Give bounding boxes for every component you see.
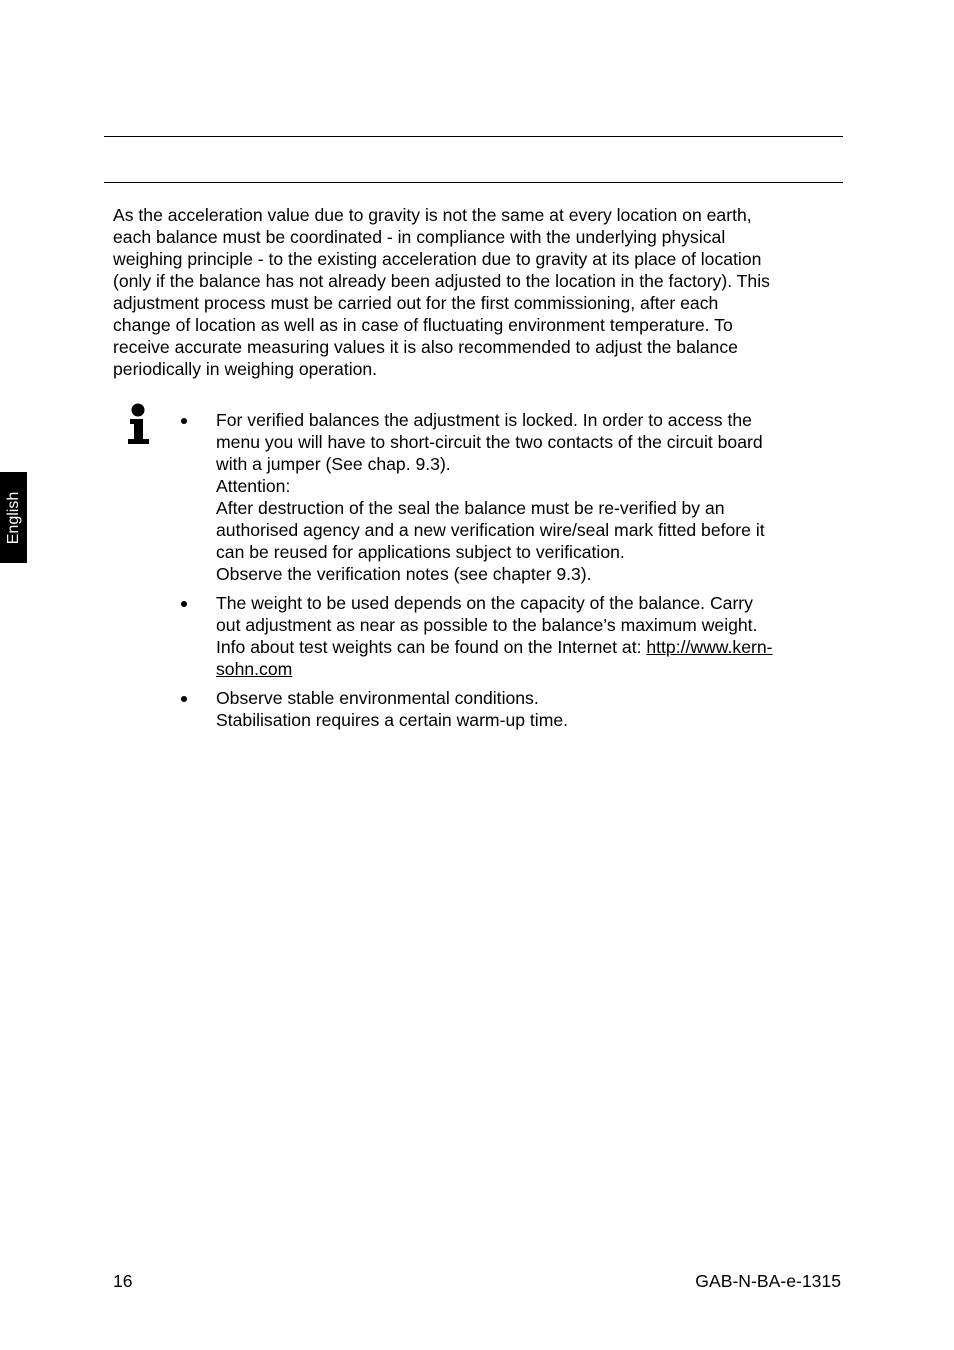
note-line: Attention: [216, 476, 291, 496]
note-line: menu you will have to short-circuit the two contacts of the circuit board [216, 432, 763, 452]
document-code: GAB-N-BA-e-1315 [695, 1271, 841, 1291]
note-text: Info about test weights can be found on the Internet at: [216, 637, 647, 657]
note-line: with a jumper (See chap. 9.3). [216, 454, 451, 474]
note-line: authorised agency and a new verification wire/seal mark fitted before it [216, 520, 765, 540]
intro-line: each balance must be coordinated - in compliance with the underlying physical [113, 227, 726, 247]
note-line [216, 636, 836, 658]
note-line: can be reused for applications subject to verification. [216, 542, 625, 562]
intro-line: As the acceleration value due to gravity is not the same at every location on earth, [113, 205, 752, 225]
notes-list [176, 409, 836, 731]
language-tab [0, 472, 27, 563]
note-line: The weight to be used depends on the capacity of the balance. Carry [216, 593, 753, 613]
list-item [176, 592, 836, 680]
intro-line: periodically in weighing operation. [113, 359, 378, 379]
intro-line: weighing principle - to the existing acceleration due to gravity at its place of location [113, 249, 762, 269]
website-link-continued[interactable]: sohn.com [216, 659, 293, 679]
intro-paragraph [113, 204, 843, 380]
intro-line: change of location as well as in case of fluctuating environment temperature. To [113, 315, 733, 335]
list-item [176, 409, 836, 585]
note-line: Observe stable environmental conditions. [216, 688, 539, 708]
header-rule-bottom [104, 182, 843, 183]
website-link[interactable]: http://www.kern- [646, 637, 773, 657]
bullet-dot [181, 696, 187, 702]
language-tab-label: English [4, 491, 22, 544]
list-item [176, 687, 836, 731]
intro-line: (only if the balance has not already been adjusted to the location in the factory). This [113, 271, 770, 291]
intro-line: receive accurate measuring values it is also recommended to adjust the balance [113, 337, 738, 357]
note-line: After destruction of the seal the balance must be re-verified by an [216, 498, 725, 518]
intro-line: adjustment process must be carried out for the first commissioning, after each [113, 293, 719, 313]
bullet-dot [181, 418, 187, 424]
note-line: Observe the verification notes (see chapter 9.3). [216, 564, 592, 584]
header-rule-top [104, 136, 843, 137]
page-number: 16 [113, 1271, 133, 1291]
info-icon [124, 402, 154, 446]
bullet-dot [181, 601, 187, 607]
note-line: For verified balances the adjustment is locked. In order to access the [216, 410, 752, 430]
note-line [216, 658, 836, 680]
note-line: out adjustment as near as possible to the balance’s maximum weight. [216, 615, 758, 635]
note-line: Stabilisation requires a certain warm-up time. [216, 710, 569, 730]
